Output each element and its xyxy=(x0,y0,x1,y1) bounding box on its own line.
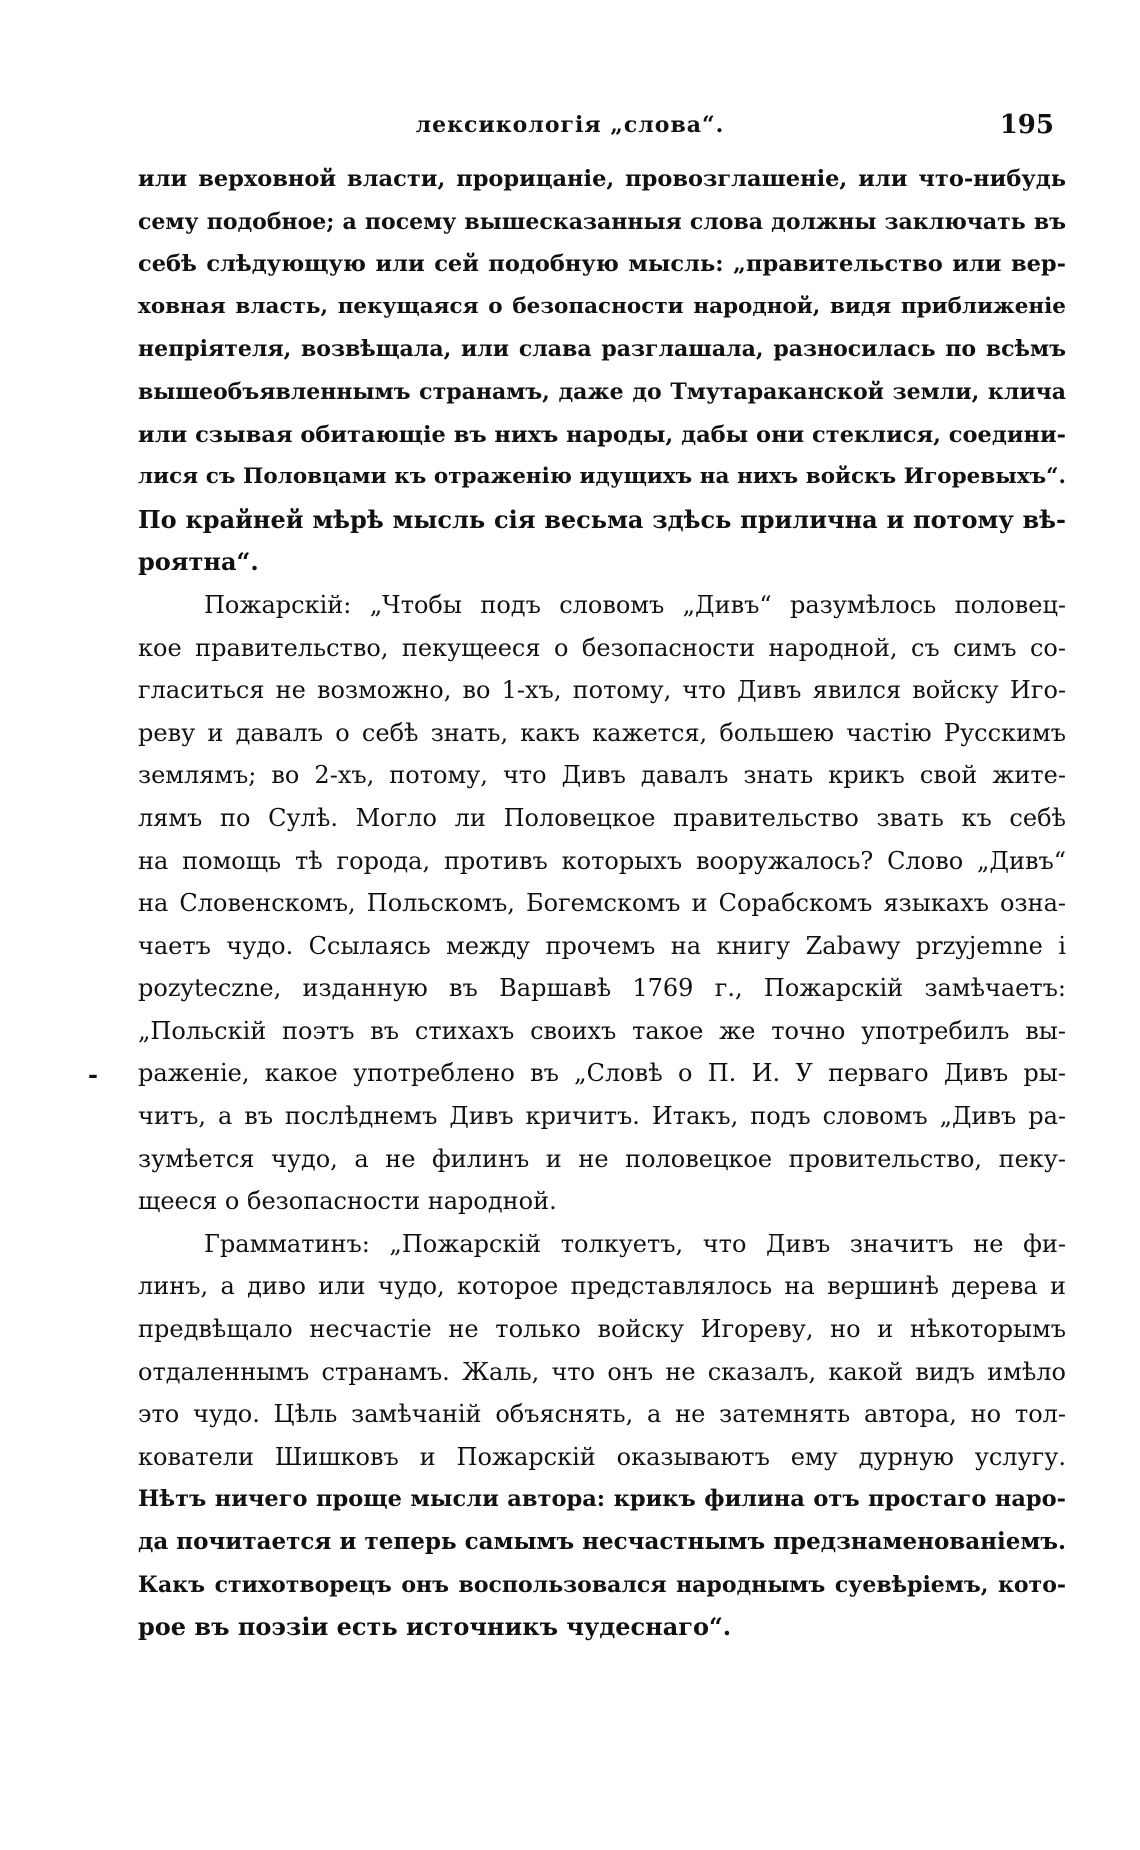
page-header xyxy=(0,112,1140,146)
text-line: Нѣтъ ничего проще мысли автора: крикъ филина отъ простаго наро- xyxy=(138,1486,1066,1513)
text-line: роятна“. xyxy=(138,547,259,577)
text-line: это чудо. Цѣль замѣчаній объяснять, а не затемнять автора, но тол- xyxy=(138,1400,1066,1429)
paragraph-1 xyxy=(138,158,1066,584)
text-line: Грамматинъ: „Пожарскій толкуетъ, что Дивъ значитъ не фи- xyxy=(204,1229,1066,1258)
text-line: „Польскій поэтъ въ стихахъ своихъ такое же точно употребилъ вы- xyxy=(138,1016,1066,1045)
text-line: да почитается и теперь самымъ несчастнымъ предзнаменованіемъ. xyxy=(138,1528,1066,1555)
text-line: кователи Шишковъ и Пожарскій оказываютъ ему дурную услугу. xyxy=(138,1442,1066,1471)
text-line: линъ, а диво или чудо, которое представлялось на вершинѣ дерева и xyxy=(138,1272,1066,1301)
text-line: По крайней мѣрѣ мысль сія весьма здѣсь прилична и потому вѣ- xyxy=(138,504,1066,534)
text-line: реву и давалъ о себѣ знать, какъ кажется, большею частію Русскимъ xyxy=(138,718,1066,747)
text-line: сему подобное; а посему вышесказанныя слова должны заключать въ xyxy=(138,208,1066,235)
margin-mark: - xyxy=(88,1060,98,1089)
text-line: ховная власть, пекущаяся о безопасности народной, видя приближеніе xyxy=(138,293,1066,319)
text-line: чаетъ чудо. Ссылаясь между прочемъ на книгу Zabawy przyjemne i xyxy=(138,931,1066,960)
text-line: вышеобъявленнымъ странамъ, даже до Тмутараканской земли, клича xyxy=(138,378,1066,405)
text-line: лися съ Половцами къ отраженію идущихъ на нихъ войскъ Игоревыхъ“. xyxy=(138,464,1066,490)
text-line: pozyteczne, изданную въ Варшавѣ 1769 г., Пожарскій замѣчаетъ: xyxy=(138,974,1066,1003)
text-line: зумѣется чудо, а не филинъ и не половецкое провительство, пеку- xyxy=(138,1144,1066,1173)
text-line: на Словенскомъ, Польскомъ, Богемскомъ и Сорабскомъ языкахъ озна- xyxy=(138,889,1066,918)
text-line: непріятеля, возвѣщала, или слава разглашала, разносилась по всѣмъ xyxy=(138,336,1066,363)
text-line: или сзывая обитающіе въ нихъ народы, дабы они стеклися, соедини- xyxy=(138,421,1066,448)
text-line: себѣ слѣдующую или сей подобную мысль: „правительство или вер- xyxy=(138,251,1066,278)
text-line: лямъ по Сулѣ. Могло ли Половецкое правительство звать къ себѣ xyxy=(138,803,1066,832)
running-head: лексикологія „слова“. xyxy=(415,112,725,138)
paragraph-2 xyxy=(138,584,1066,1223)
text-line: гласиться не возможно, во 1-хъ, потому, что Дивъ явился войску Иго- xyxy=(138,676,1066,705)
text-line: на помощь тѣ города, противъ которыхъ вооружалось? Слово „Дивъ“ xyxy=(138,846,1066,875)
text-line: землямъ; во 2-хъ, потому, что Дивъ давалъ знать крикъ свой жите- xyxy=(138,761,1066,790)
text-line: читъ, а въ послѣднемъ Дивъ кричитъ. Итакъ, подъ словомъ „Дивъ ра- xyxy=(138,1102,1066,1131)
body-text xyxy=(138,158,1066,1649)
text-line: щееся о безопасности народной. xyxy=(138,1187,557,1216)
text-line: рое въ поэзіи есть источникъ чудеснаго“. xyxy=(138,1612,732,1642)
page-number: 195 xyxy=(999,110,1054,140)
text-line: раженіе, какое употреблено въ „Словѣ о П. И. У перваго Дивъ ры- xyxy=(138,1059,1066,1088)
text-line: Какъ стихотворецъ онъ воспользовался народнымъ суевѣріемъ, кото- xyxy=(138,1571,1066,1598)
text-line: кое правительство, пекущееся о безопасности народной, съ симъ со- xyxy=(138,633,1066,662)
text-line: или верховной власти, прорицаніе, провозглашеніе, или что-нибудь xyxy=(138,166,1066,192)
text-line: Пожарскій: „Чтобы подъ словомъ „Дивъ“ разумѣлось половец- xyxy=(204,590,1066,619)
paragraph-3 xyxy=(138,1223,1066,1649)
text-line: предвѣщало несчастіе не только войску Игореву, но и нѣкоторымъ xyxy=(138,1315,1066,1344)
text-line: отдаленнымъ странамъ. Жаль, что онъ не сказалъ, какой видъ имѣло xyxy=(138,1357,1066,1386)
